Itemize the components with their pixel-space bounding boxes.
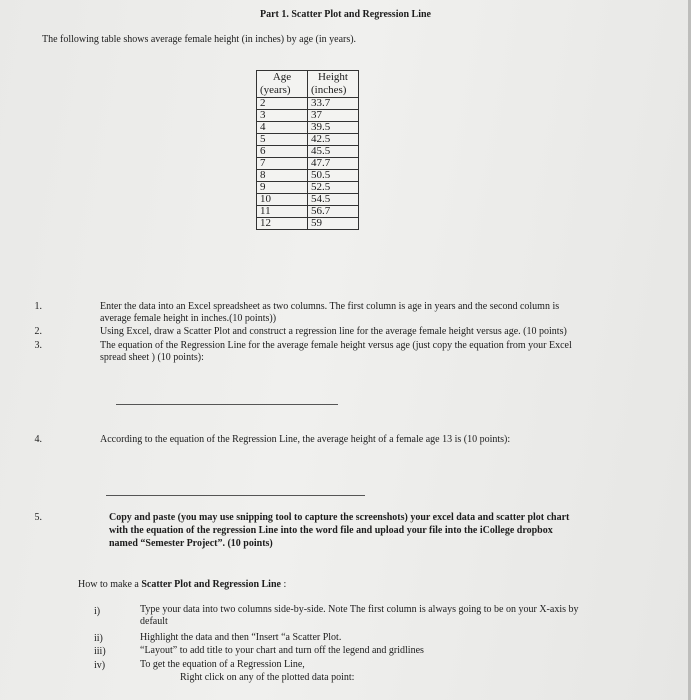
answer-line-3 — [116, 404, 338, 405]
question-1-line-1: Enter the data into an Excel spreadsheet as two columns. The first column is age in years and the second column is — [100, 301, 560, 312]
table-cell-height: 54.5 — [308, 194, 359, 206]
table-cell-height: 39.5 — [308, 122, 359, 134]
question-2-number: 2. — [34, 326, 42, 337]
howto-step-2-number: ii) — [94, 633, 103, 644]
question-3-line-1: The equation of the Regression Line for the average female height versus age (just copy the equation from your Excel — [100, 340, 572, 351]
table-row — [257, 182, 359, 194]
howto-step-4-number: iv) — [94, 660, 106, 671]
table-row — [257, 98, 359, 110]
table-cell-height: 37 — [308, 110, 359, 122]
table-cell-age: 10 — [257, 194, 308, 206]
answer-line-4 — [106, 495, 365, 496]
howto-step-3-line-1: “Layout” to add title to your chart and turn off the legend and gridlines — [140, 645, 424, 656]
data-table — [256, 70, 359, 230]
question-5-line-3: named “Semester Project”. (10 points) — [109, 538, 273, 549]
table-row — [257, 218, 359, 230]
howto-step-1-number: i) — [94, 606, 101, 617]
table-header-row — [257, 71, 359, 98]
table-row — [257, 158, 359, 170]
table-cell-age: 3 — [257, 110, 308, 122]
question-5-line-2: with the equation of the regression Line into the word file and upload your file into the iCollege dropbox — [109, 525, 553, 536]
table-cell-age: 6 — [257, 146, 308, 158]
table-cell-height: 50.5 — [308, 170, 359, 182]
howto-step-4-line-2: Right click on any of the plotted data point: — [180, 672, 355, 683]
table-row — [257, 134, 359, 146]
table-cell-age: 11 — [257, 206, 308, 218]
howto-step-3-number: iii) — [94, 646, 106, 657]
table-cell-height: 56.7 — [308, 206, 359, 218]
howto-step-4-line-1: To get the equation of a Regression Line, — [140, 659, 305, 670]
question-1-line-2: average female height in inches.(10 points)) — [100, 313, 277, 324]
question-4-text: According to the equation of the Regression Line, the average height of a female age 13 is (10 points): — [100, 434, 511, 445]
table-header-height: Height (inches) — [308, 71, 359, 98]
table-cell-age: 8 — [257, 170, 308, 182]
table-row — [257, 146, 359, 158]
question-4-number: 4. — [34, 434, 42, 445]
table-cell-age: 2 — [257, 98, 308, 110]
question-1-number: 1. — [34, 301, 42, 312]
howto-heading: How to make a Scatter Plot and Regression Line : — [78, 579, 287, 590]
table-cell-age: 4 — [257, 122, 308, 134]
table-row — [257, 206, 359, 218]
page-title: Part 1. Scatter Plot and Regression Line — [259, 9, 431, 20]
table-cell-age: 12 — [257, 218, 308, 230]
table-cell-age: 5 — [257, 134, 308, 146]
question-5-line-1: Copy and paste (you may use snipping tool to capture the screenshots) your excel data and scatter plot chart — [109, 512, 570, 523]
table-row — [257, 170, 359, 182]
table-cell-age: 7 — [257, 158, 308, 170]
table-cell-age: 9 — [257, 182, 308, 194]
question-2-text: Using Excel, draw a Scatter Plot and construct a regression line for the average female height versus age. (10 points) — [100, 326, 567, 337]
question-3-line-2: spread sheet ) (10 points): — [100, 352, 204, 363]
table-cell-height: 45.5 — [308, 146, 359, 158]
table-cell-height: 52.5 — [308, 182, 359, 194]
question-5-number: 5. — [34, 512, 42, 523]
table-row — [257, 122, 359, 134]
table-row — [257, 110, 359, 122]
table-cell-height: 59 — [308, 218, 359, 230]
intro-text: The following table shows average female height (in inches) by age (in years). — [42, 34, 357, 45]
table-cell-height: 47.7 — [308, 158, 359, 170]
table-row — [257, 194, 359, 206]
howto-step-2-line-1: Highlight the data and then “Insert “a Scatter Plot. — [140, 632, 342, 643]
table-header-age: Age (years) — [257, 71, 308, 98]
howto-step-1-line-2: default — [140, 616, 168, 627]
question-3-number: 3. — [34, 340, 42, 351]
table-cell-height: 33.7 — [308, 98, 359, 110]
howto-step-1-line-1: Type your data into two columns side-by-side. Note The first column is always going to be on your X-axis by — [140, 604, 579, 615]
table-cell-height: 42.5 — [308, 134, 359, 146]
